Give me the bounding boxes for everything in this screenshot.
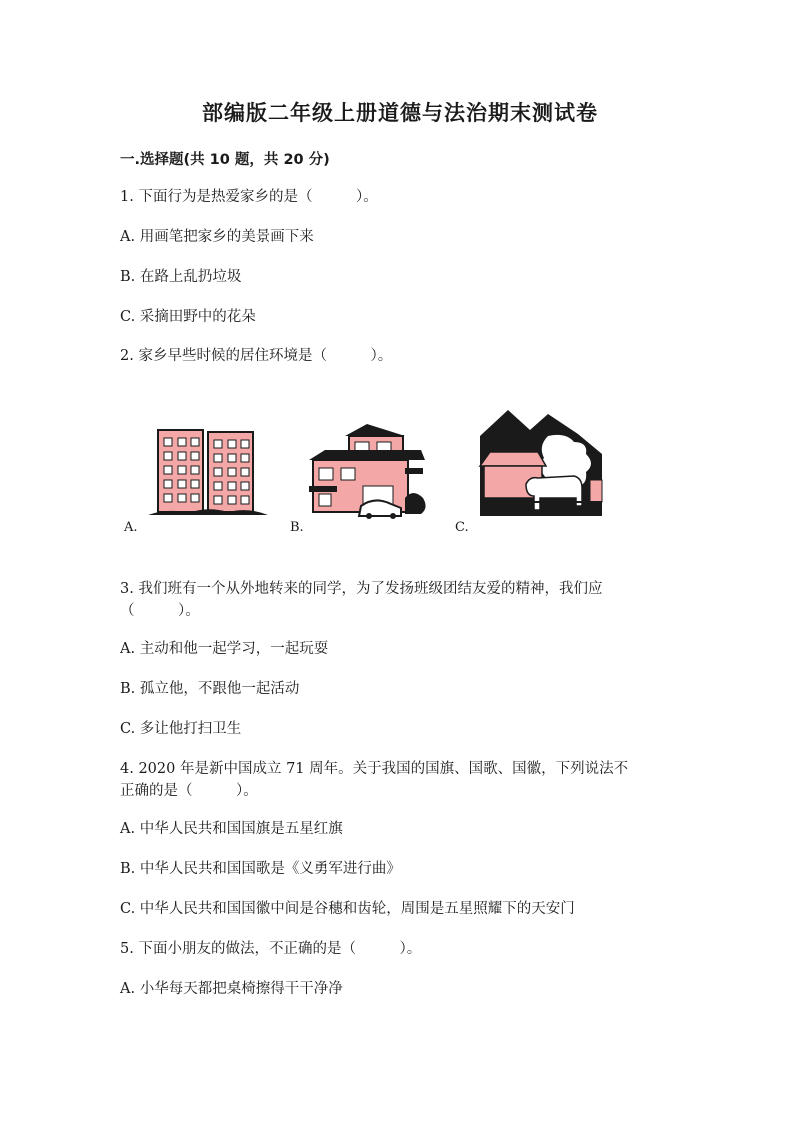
- apartment-buildings-image: [128, 420, 278, 520]
- question-4-option-a: A. 中华人民共和国国旗是五星红旗: [120, 821, 343, 837]
- countryside-house-image: [478, 406, 606, 522]
- question-2-stem: 2. 家乡早些时候的居住环境是（ ）。: [120, 348, 393, 364]
- figure-label-c: C.: [455, 520, 469, 535]
- question-4-stem-line2: 正确的是（ ）。: [120, 783, 258, 799]
- question-3-option-a: A. 主动和他一起学习，一起玩耍: [120, 641, 329, 657]
- question-5-stem: 5. 下面小朋友的做法，不正确的是（ ）。: [120, 941, 422, 957]
- figure-label-a: A.: [124, 520, 138, 535]
- question-3-stem-line2: （ ）。: [120, 603, 200, 619]
- question-3-option-b: B. 孤立他，不跟他一起活动: [120, 681, 300, 697]
- question-5-option-a: A. 小华每天都把桌椅擦得干干净净: [120, 981, 343, 997]
- question-3-stem-line1: 3. 我们班有一个从外地转来的同学，为了发扬班级团结友爱的精神，我们应: [120, 581, 603, 597]
- question-2-figures: [120, 400, 620, 540]
- question-1-option-c: C. 采摘田野中的花朵: [120, 309, 256, 325]
- question-4-stem-line1: 4. 2020 年是新中国成立 71 周年。关于我国的国旗、国歌、国徽，下列说法不: [120, 761, 629, 777]
- question-1-option-a: A. 用画笔把家乡的美景画下来: [120, 229, 314, 245]
- question-1-option-b: B. 在路上乱扔垃圾: [120, 269, 242, 285]
- question-4-option-b: B. 中华人民共和国国歌是《义勇军进行曲》: [120, 861, 401, 877]
- question-3-option-c: C. 多让他打扫卫生: [120, 721, 242, 737]
- section-heading: 一.选择题(共 10 题，共 20 分): [120, 152, 330, 168]
- question-4-option-c: C. 中华人民共和国国徽中间是谷穗和齿轮，周围是五星照耀下的天安门: [120, 901, 575, 917]
- villa-house-image: [305, 418, 430, 520]
- page-title: 部编版二年级上册道德与法治期末测试卷: [202, 101, 598, 125]
- question-1-stem: 1. 下面行为是热爱家乡的是（ ）。: [120, 189, 378, 205]
- figure-label-b: B.: [290, 520, 304, 535]
